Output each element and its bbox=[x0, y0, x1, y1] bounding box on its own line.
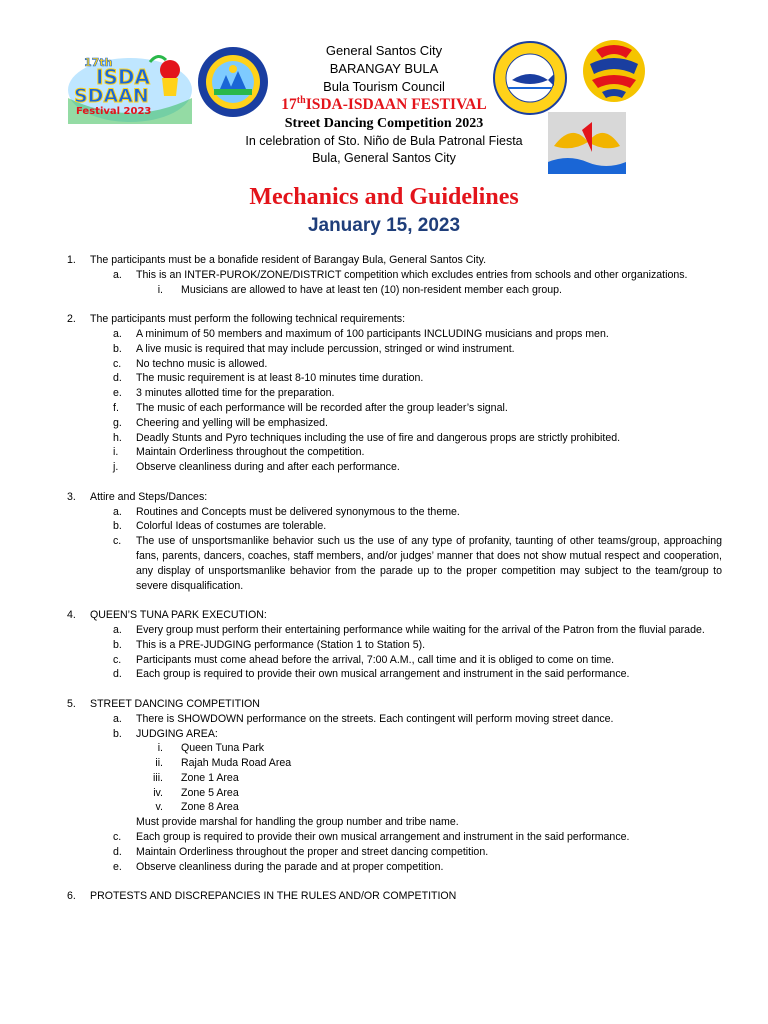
section-4 bbox=[0, 608, 768, 623]
item-label: b. bbox=[113, 727, 122, 740]
item-text: Deadly Stunts and Pyro techniques including the use of fire and dangerous props are strictly prohibited. bbox=[136, 431, 621, 444]
item-label: a. bbox=[113, 268, 122, 281]
item-text: Zone 8 Area bbox=[181, 801, 239, 814]
festival-logo-isda: ISDA bbox=[96, 65, 150, 89]
item-text: Cheering and yelling will be emphasized. bbox=[136, 416, 328, 429]
section-3 bbox=[0, 490, 768, 505]
item-label: b. bbox=[113, 342, 122, 355]
guidelines-list bbox=[0, 253, 768, 904]
section-6 bbox=[0, 889, 768, 904]
item-text: The use of unsportsmanlike behavior such us the use of any type of profanity, taunting of other teams/group, approaching fans, parents, dancers, coaches, staff members, and/or judges’ manner that does not show mutual respect and cooperation, any display of unsportsmanlike behavior from the parade up to the proper competition may subject to the team/group to severe disqualification. bbox=[136, 535, 722, 592]
item-text: Rajah Muda Road Area bbox=[181, 757, 292, 770]
section-text: The participants must perform the following technical requirements: bbox=[90, 313, 406, 326]
item-label: c. bbox=[113, 535, 122, 548]
judging-area-item bbox=[0, 771, 768, 786]
item-label: j. bbox=[113, 461, 119, 474]
item-text: JUDGING AREA: bbox=[136, 727, 218, 740]
item-text: Participants must come ahead before the arrival, 7:00 A.M., call time and it is obliged to come on time. bbox=[136, 653, 615, 666]
item-text: Maintain Orderliness throughout the competition. bbox=[136, 446, 365, 459]
item-label: d. bbox=[113, 668, 122, 681]
item-text: This is an INTER-PUROK/ZONE/DISTRICT competition which excludes entries from schools and other organizations. bbox=[136, 268, 688, 281]
list-item bbox=[0, 727, 768, 742]
isda-isdaan-festival-logo bbox=[66, 48, 194, 124]
section-number: 4. bbox=[67, 609, 76, 622]
section-number: 5. bbox=[67, 697, 76, 710]
list-item bbox=[0, 845, 768, 860]
item-text: A live music is required that may include percussion, stringed or wind instrument. bbox=[136, 342, 515, 355]
item-text: Musicians are allowed to have at least ten (10) non-resident member each group. bbox=[181, 283, 562, 296]
festival-logo-17th: 17th bbox=[84, 56, 113, 69]
item-text: Observe cleanliness during the parade and at proper competition. bbox=[136, 860, 444, 873]
list-item bbox=[0, 712, 768, 727]
list-item bbox=[0, 667, 768, 682]
item-text: This is a PRE-JUDGING performance (Station 1 to Station 5). bbox=[136, 638, 426, 651]
item-label: ii. bbox=[155, 757, 163, 770]
item-text: The music requirement is at least 8-10 minutes time duration. bbox=[136, 372, 424, 385]
header-competition: Street Dancing Competition 2023 bbox=[284, 116, 484, 131]
list-item bbox=[0, 638, 768, 653]
item-text: 3 minutes allotted time for the preparation. bbox=[136, 387, 335, 400]
section-number: 3. bbox=[67, 490, 76, 503]
item-text: Zone 5 Area bbox=[181, 786, 239, 799]
item-text: Routines and Concepts must be delivered synonymous to the theme. bbox=[136, 505, 460, 518]
item-label: a. bbox=[113, 505, 122, 518]
section-number: 1. bbox=[67, 254, 76, 266]
item-label: a. bbox=[113, 327, 122, 340]
section-text: Attire and Steps/Dances: bbox=[90, 490, 208, 503]
item-label: d. bbox=[113, 372, 122, 385]
item-label: c. bbox=[113, 831, 122, 844]
list-item bbox=[0, 830, 768, 845]
item-text: Queen Tuna Park bbox=[181, 742, 265, 755]
item-label: d. bbox=[113, 845, 122, 858]
section-text: PROTESTS AND DISCREPANCIES IN THE RULES AND/OR COMPETITION bbox=[90, 890, 457, 903]
item-text: The music of each performance will be recorded after the group leader’s signal. bbox=[136, 401, 508, 414]
dolphins-emblem bbox=[548, 112, 626, 174]
header-location: Bula, General Santos City bbox=[312, 151, 456, 165]
item-label: v. bbox=[155, 801, 163, 814]
item-label: a. bbox=[113, 623, 122, 636]
section-text: The participants must be a bonafide resident of Barangay Bula, General Santos City. bbox=[90, 254, 487, 266]
list-item bbox=[0, 283, 768, 298]
marshal-note bbox=[0, 815, 768, 830]
list-item bbox=[0, 371, 768, 386]
item-label: c. bbox=[113, 653, 122, 666]
item-text: Each group is required to provide their own musical arrangement and instrument in the said performance. bbox=[136, 831, 630, 844]
item-label: h. bbox=[113, 431, 122, 444]
section-number: 2. bbox=[67, 313, 76, 326]
festival-logo-sdaan: SDAAN bbox=[74, 85, 149, 107]
list-item bbox=[0, 357, 768, 372]
item-label: i. bbox=[157, 742, 163, 755]
item-label: iv. bbox=[153, 786, 163, 799]
list-item bbox=[0, 445, 768, 460]
item-label: i. bbox=[113, 446, 119, 459]
item-text: Maintain Orderliness throughout the proper and street dancing competition. bbox=[136, 845, 489, 858]
document-title: Mechanics and Guidelines bbox=[249, 184, 519, 210]
list-item bbox=[0, 401, 768, 416]
section-2 bbox=[0, 312, 768, 327]
item-text: There is SHOWDOWN performance on the streets. Each contingent will perform moving street dance. bbox=[136, 712, 614, 725]
judging-area-item bbox=[0, 756, 768, 771]
item-text: Every group must perform their entertaining performance while waiting for the arrival of the Patron from the fluvial parade. bbox=[136, 623, 705, 636]
item-text: No techno music is allowed. bbox=[136, 357, 268, 370]
item-text: Must provide marshal for handling the group number and tribe name. bbox=[136, 816, 459, 829]
section-text: STREET DANCING COMPETITION bbox=[90, 697, 260, 710]
list-item bbox=[0, 268, 768, 283]
item-label: a. bbox=[113, 712, 122, 725]
festival-logo-year: Festival 2023 bbox=[76, 106, 152, 117]
list-item bbox=[0, 519, 768, 534]
list-item bbox=[0, 653, 768, 668]
list-item bbox=[0, 327, 768, 342]
item-label: i. bbox=[157, 283, 163, 296]
item-text: A minimum of 50 members and maximum of 100 participants INCLUDING musicians and props men. bbox=[136, 327, 609, 340]
list-item bbox=[0, 416, 768, 431]
list-item bbox=[0, 386, 768, 401]
item-label: iii. bbox=[152, 771, 163, 784]
judging-area-item bbox=[0, 800, 768, 815]
judging-area-item bbox=[0, 786, 768, 801]
list-item bbox=[0, 460, 768, 475]
item-label: e. bbox=[113, 860, 122, 873]
item-text: Each group is required to provide their own musical arrangement and instrument in the said performance. bbox=[136, 668, 630, 681]
document-date: January 15, 2023 bbox=[307, 215, 461, 236]
judging-area-item bbox=[0, 741, 768, 756]
barangay-bula-seal bbox=[492, 40, 568, 116]
list-item bbox=[0, 860, 768, 875]
list-item bbox=[0, 431, 768, 446]
item-label: e. bbox=[113, 387, 122, 400]
list-item bbox=[0, 534, 768, 593]
item-label: b. bbox=[113, 638, 122, 651]
item-label: b. bbox=[113, 520, 122, 533]
section-1 bbox=[0, 253, 768, 268]
festival-ordinal-number: 17 bbox=[281, 96, 297, 114]
item-text: Zone 1 Area bbox=[181, 771, 239, 784]
item-label: f. bbox=[113, 401, 119, 414]
section-text: QUEEN’S TUNA PARK EXECUTION: bbox=[90, 609, 267, 622]
list-item bbox=[0, 342, 768, 357]
sk-logo bbox=[582, 38, 646, 104]
header-city: General Santos City bbox=[325, 43, 443, 58]
list-item bbox=[0, 623, 768, 638]
festival-name-text: ISDA-ISDAAN FESTIVAL bbox=[305, 96, 487, 114]
header-council: Bula Tourism Council bbox=[323, 79, 445, 94]
item-label: g. bbox=[113, 416, 122, 429]
list-item bbox=[0, 505, 768, 520]
item-label: c. bbox=[113, 357, 122, 370]
section-number: 6. bbox=[67, 890, 76, 903]
header-celebration: In celebration of Sto. Niño de Bula Patronal Fiesta bbox=[245, 134, 523, 148]
item-text: Colorful Ideas of costumes are tolerable. bbox=[136, 520, 327, 533]
item-text: Observe cleanliness during and after each performance. bbox=[136, 461, 400, 474]
section-5 bbox=[0, 697, 768, 712]
header-barangay: BARANGAY BULA bbox=[329, 61, 439, 76]
festival-ordinal-suffix: th bbox=[296, 95, 306, 106]
